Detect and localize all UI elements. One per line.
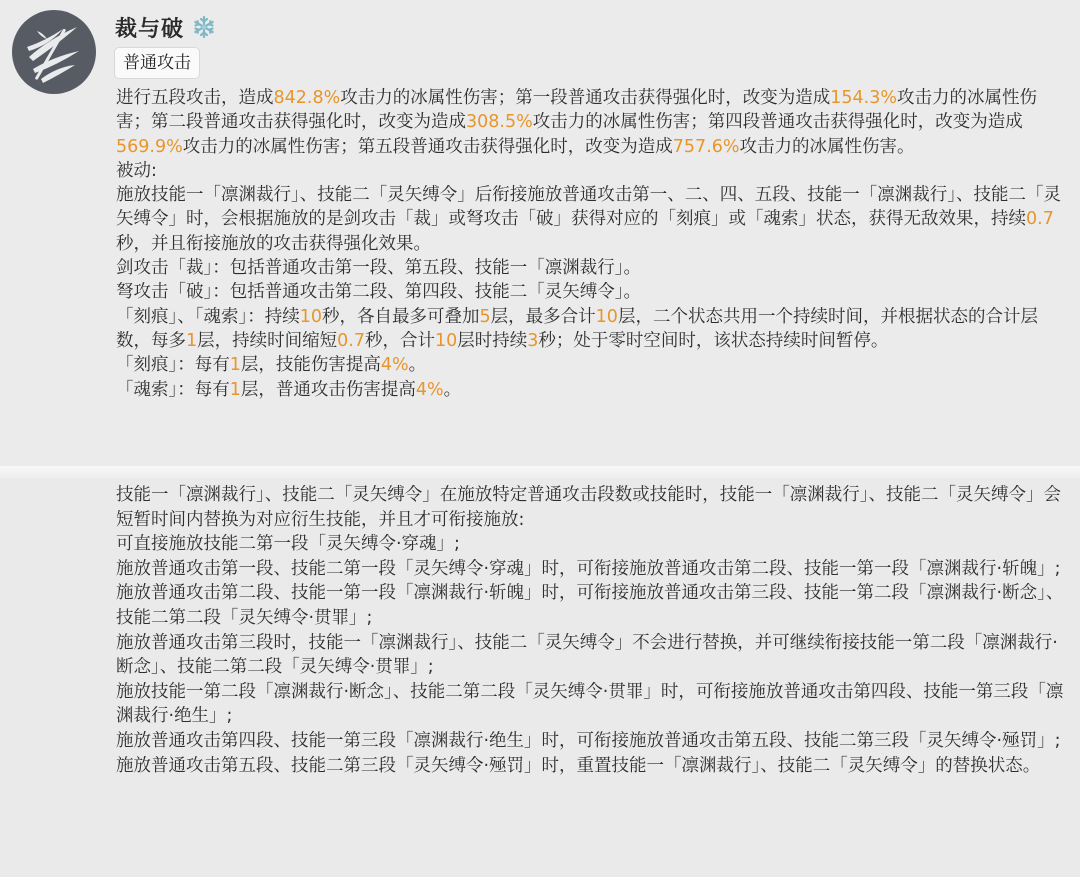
text-segment: 「魂索」：每有	[116, 379, 230, 400]
text-segment: 秒，各自最多可叠加	[322, 306, 480, 327]
ice-snowflake-icon	[192, 15, 216, 39]
text-segment: 。	[443, 379, 462, 400]
skill-type-tag: 普通攻击	[114, 47, 200, 79]
derived-step: 施放技能一第二段「凛渊裁行·断念」、技能二第二段「灵矢缚令·贯罪」时，可衔接施放普通攻击第四段、技能一第三段「凛渊裁行·绝生」;	[116, 681, 1064, 727]
highlight-value: 10	[299, 306, 323, 327]
derived-step: 可直接施放技能二第一段「灵矢缚令·穿魂」;	[116, 534, 460, 555]
text-segment: 攻击力的冰属性伤害；第五段普通攻击获得强化时，改变为造成	[182, 136, 673, 157]
derived-step: 施放普通攻击第四段、技能一第三段「凛渊裁行·绝生」时，可衔接施放普通攻击第五段、技能二第三段「灵矢缚令·殛罚」;	[116, 730, 1061, 751]
derived-step: 施放普通攻击第一段、技能二第一段「灵矢缚令·穿魂」时，可衔接施放普通攻击第二段、技能一第一段「凛渊裁行·斩魄」;	[116, 558, 1061, 579]
crossbow-attack-text	[116, 280, 1064, 304]
highlight-value: 0.7	[1026, 209, 1054, 230]
derived-skill-description	[116, 483, 1066, 778]
text-segment: 秒；处于零时空间时，该状态持续时间暂停。	[538, 330, 889, 351]
highlight-value: 154.3%	[830, 88, 897, 108]
highlight-value: 10	[434, 330, 458, 351]
text-segment: 层，持续时间缩短	[197, 330, 338, 351]
derived-step: 施放普通攻击第五段、技能二第三段「灵矢缚令·殛罚」时，重置技能一「凛渊裁行」、技能二「灵矢缚令」的替换状态。	[116, 755, 1041, 776]
highlight-value: 0.7	[337, 330, 365, 351]
highlight-value: 4%	[415, 379, 444, 400]
highlight-value: 3	[527, 330, 539, 351]
main-effect-text	[116, 86, 1064, 159]
highlight-value: 842.8%	[273, 88, 341, 108]
bamboo-leaves-icon	[19, 17, 89, 87]
derived-intro: 技能一「凛渊裁行」、技能二「灵矢缚令」在施放特定普通攻击段数或技能时，技能一「凛渊裁行」、技能二「灵矢缚令」会短暂时间内替换为对应衍生技能，并且才可衔接施放:	[116, 485, 1061, 530]
text-segment: 。	[408, 355, 427, 376]
text-segment: 攻击力的冰属性伤害；第一段普通攻击获得强化时，改变为造成	[340, 88, 831, 108]
derived-step: 施放普通攻击第三段时，技能一「凛渊裁行」、技能二「灵矢缚令」不会进行替换，并可继续衔接技能一第二段「凛渊裁行·断念」、技能二第二段「灵矢缚令·贯罪」;	[116, 632, 1058, 678]
text-segment: 层，最多合计	[490, 306, 596, 327]
text-segment: 攻击力的冰属性伤害；第二段普通攻击获得强化时，改变为造成	[116, 88, 1037, 133]
highlight-value: 1	[186, 330, 198, 351]
text-segment: 层，技能伤害提高	[240, 355, 381, 376]
highlight-value: 5	[479, 306, 491, 327]
highlight-value: 569.9%	[116, 136, 183, 157]
highlight-value: 1	[229, 355, 241, 376]
text-segment: 层，普通攻击伤害提高	[240, 379, 416, 400]
skill-description	[116, 86, 1064, 402]
hunsuo-text	[116, 378, 1064, 402]
passive-label: 被动:	[116, 160, 157, 181]
text-segment: 施放技能一「凛渊裁行」、技能二「灵矢缚令」后衔接施放普通攻击第一、二、四、五段、技能一「凛渊裁行」、技能二「灵矢缚令」时，会根据施放的是剑攻击「裁」或弩攻击「破」获得对应的「刻痕」或「魂索」状态，获得无敌效果，持续	[116, 185, 1061, 230]
kehen-text	[116, 353, 1064, 377]
skill-title-row	[115, 10, 216, 44]
text-segment: 攻击力的冰属性伤害。	[739, 136, 915, 157]
text-segment: 秒，并且衔接施放的攻击获得强化效果。	[116, 233, 431, 254]
highlight-value: 10	[595, 306, 618, 327]
text-segment: 秒，合计	[364, 330, 435, 351]
card-divider	[0, 466, 1080, 478]
text-segment: 层，二个状态共用一个持续时间，并根据状态的合计层数，每多	[116, 306, 1038, 351]
stacks-text	[116, 305, 1064, 354]
text-segment: 「刻痕」：每有	[116, 355, 230, 376]
sword-attack-text	[116, 256, 1064, 280]
highlight-value: 757.6%	[672, 136, 740, 157]
passive-effect-text	[116, 183, 1064, 256]
text-segment: 进行五段攻击，造成	[116, 88, 274, 108]
text-segment: 层时持续	[457, 330, 528, 351]
skill-avatar	[12, 10, 96, 94]
text-segment: 弩攻击「破」：包括普通攻击第二段、第四段、技能二「灵矢缚令」。	[116, 282, 641, 303]
highlight-value: 1	[229, 379, 241, 400]
derived-step: 施放普通攻击第二段、技能一第一段「凛渊裁行·斩魄」时，可衔接施放普通攻击第三段、技能一第二段「凛渊裁行·断念」、技能二第二段「灵矢缚令·贯罪」;	[116, 583, 1064, 628]
text-segment: 剑攻击「裁」：包括普通攻击第一段、第五段、技能一「凛渊裁行」。	[116, 258, 641, 279]
text-segment: 攻击力的冰属性伤害；第四段普通攻击获得强化时，改变为造成	[532, 112, 1023, 133]
text-segment: 「刻痕」、「魂索」：持续	[116, 306, 300, 327]
highlight-value: 4%	[380, 355, 409, 376]
skill-name: 裁与破	[115, 16, 185, 42]
highlight-value: 308.5%	[466, 112, 533, 133]
